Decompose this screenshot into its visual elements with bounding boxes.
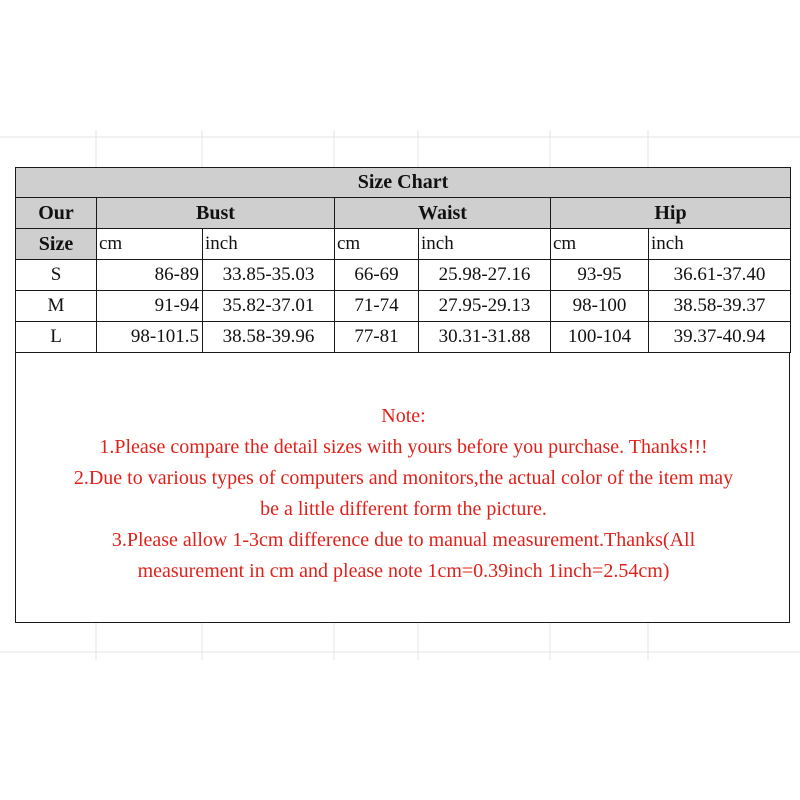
table-row [16,260,791,291]
table-row [16,291,791,322]
title-row [16,168,791,198]
bust-cm-cell: 86-89 [97,260,203,291]
hip-inch-header: inch [649,229,791,260]
bust-cm-cell: 98-101.5 [97,322,203,353]
waist-inch-cell: 27.95-29.13 [419,291,551,322]
our-size-header-top: Our [16,198,97,229]
our-size-header-bottom: Size [16,229,97,260]
hip-cm-cell: 98-100 [551,291,649,322]
bust-cm-cell: 91-94 [97,291,203,322]
hip-cm-cell: 93-95 [551,260,649,291]
bust-inch-cell: 38.58-39.96 [203,322,335,353]
waist-inch-header: inch [419,229,551,260]
note-line-1: 1.Please compare the detail sizes with yours before you purchase. Thanks!!! [99,436,708,458]
bust-cm-header: cm [97,229,203,260]
hip-header: Hip [551,198,791,229]
note-line-4: 3.Please allow 1-3cm difference due to manual measurement.Thanks(All [111,529,696,551]
table-row [16,322,791,353]
note-heading: Note: [381,405,426,427]
bust-inch-header: inch [203,229,335,260]
bust-inch-cell: 35.82-37.01 [203,291,335,322]
unit-header-row [16,229,791,260]
waist-cm-cell: 77-81 [335,322,419,353]
size-cell: L [16,322,97,353]
waist-cm-header: cm [335,229,419,260]
note-line-2: 2.Due to various types of computers and monitors,the actual color of the item may [73,467,734,489]
hip-inch-cell: 38.58-39.37 [649,291,791,322]
hip-cm-header: cm [551,229,649,260]
size-cell: M [16,291,97,322]
group-header-row [16,198,791,229]
waist-header: Waist [335,198,551,229]
bust-header: Bust [97,198,335,229]
table-title: Size Chart [16,168,791,198]
note-text [16,401,791,587]
waist-inch-cell: 25.98-27.16 [419,260,551,291]
waist-inch-cell: 30.31-31.88 [419,322,551,353]
hip-inch-cell: 39.37-40.94 [649,322,791,353]
size-chart-table [15,167,791,353]
note-line-5: measurement in cm and please note 1cm=0.39inch 1inch=2.54cm) [137,560,670,582]
waist-cm-cell: 71-74 [335,291,419,322]
note-box [15,353,790,623]
bust-inch-cell: 33.85-35.03 [203,260,335,291]
size-cell: S [16,260,97,291]
note-line-3: be a little different form the picture. [260,498,547,520]
waist-cm-cell: 66-69 [335,260,419,291]
hip-inch-cell: 36.61-37.40 [649,260,791,291]
hip-cm-cell: 100-104 [551,322,649,353]
